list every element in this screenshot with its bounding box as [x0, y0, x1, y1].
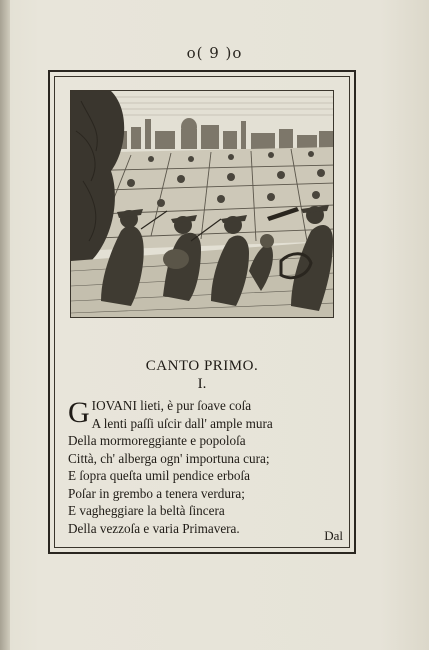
poem-stanza [68, 397, 348, 537]
poem-line: Città, ch' alberga ogn' importuna cura; [68, 450, 270, 466]
engraving-illustration-icon [70, 90, 334, 318]
poem-line: Della mormoreggiante e popoloſa [68, 433, 246, 448]
poem-line: Poſar in grembo a tenera verdura; [68, 485, 245, 501]
catchword: Dal [324, 528, 343, 543]
canto-title: CANTO PRIMO. [145, 358, 259, 374]
poem-line: E ſopra queſta umil pendice erboſa [68, 468, 250, 483]
binding-gutter [0, 0, 10, 650]
stanza-number: I. [197, 376, 207, 392]
poem-line: A lenti paſſi uſcir dall' ample mura [91, 415, 273, 431]
page-number: o( 9 )o [186, 44, 243, 62]
first-word: IOVANI [91, 398, 137, 413]
poem-line: E vagheggiare la beltà ſincera [68, 503, 225, 518]
poem-line: Della vezzoſa e varia Primavera. [68, 520, 240, 536]
drop-cap: G [68, 396, 90, 429]
first-line-text: lieti, è pur ſoave coſa [136, 398, 252, 413]
